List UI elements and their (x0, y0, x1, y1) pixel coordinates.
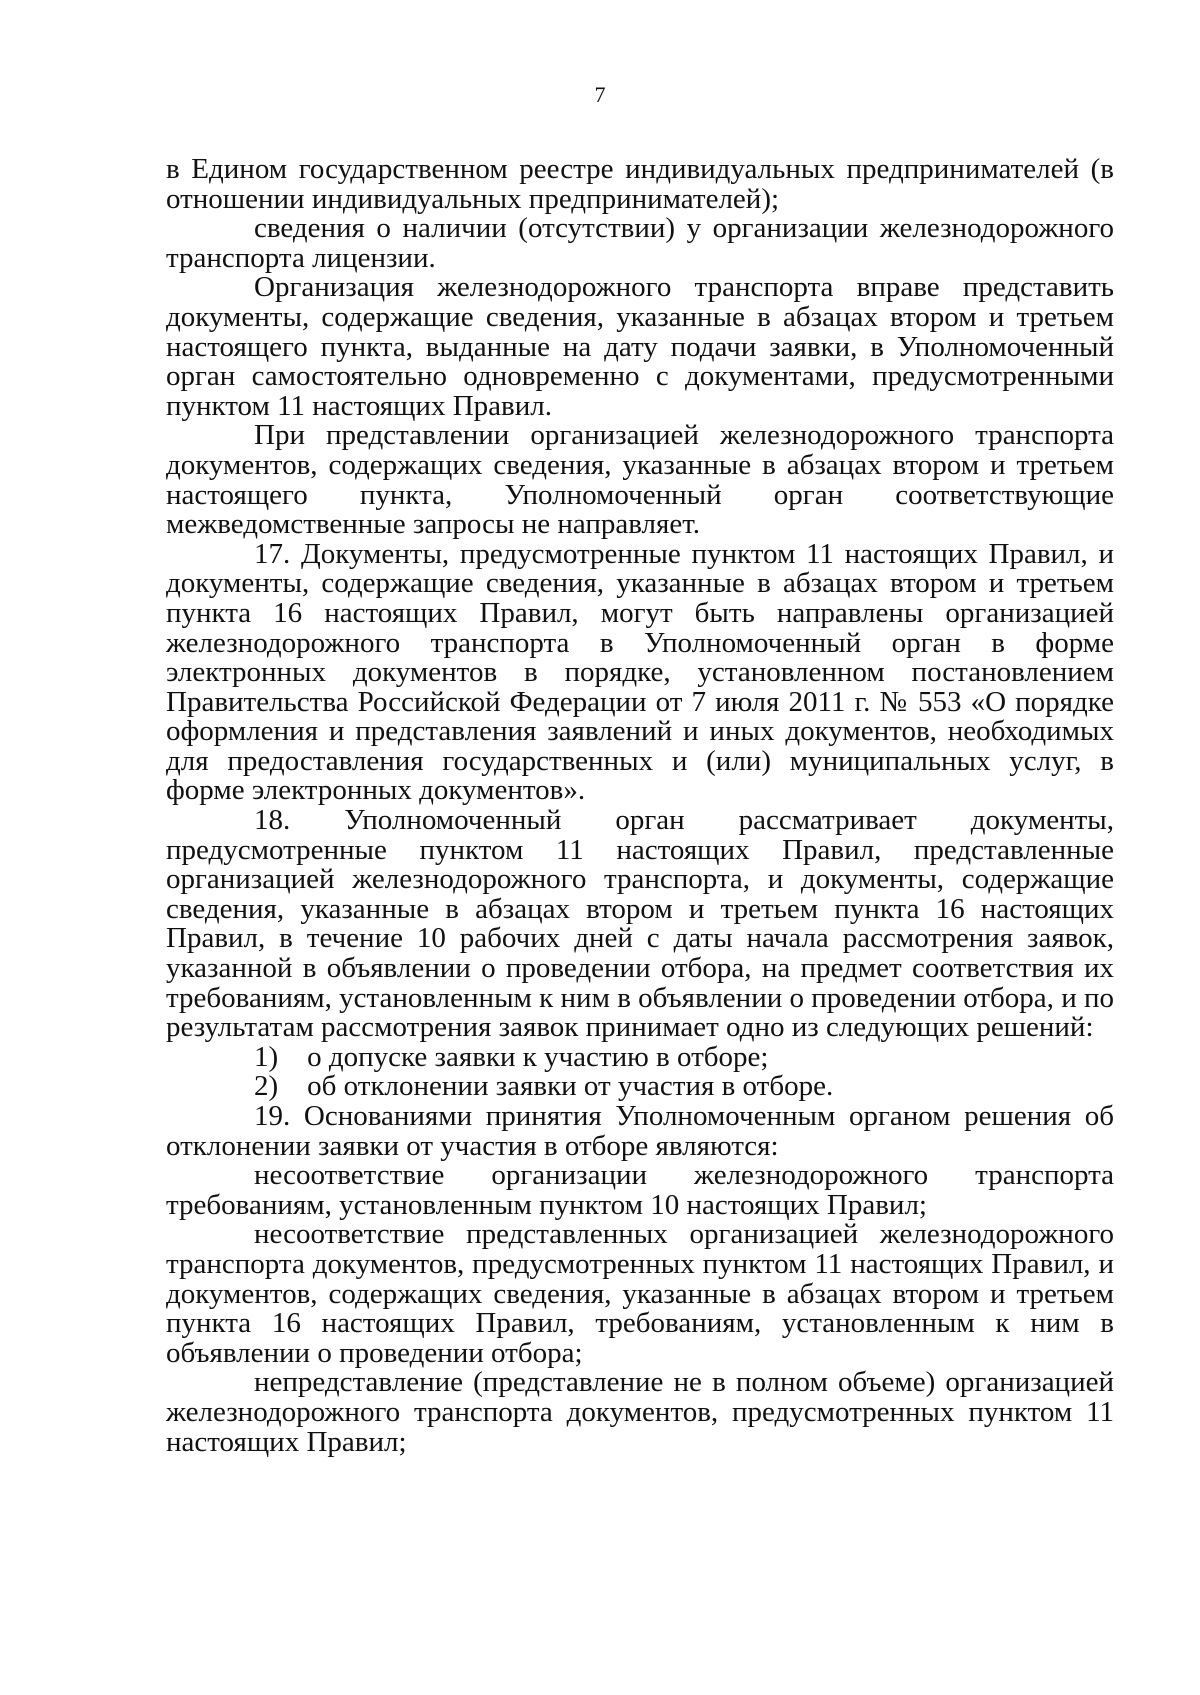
document-body (166, 155, 1114, 1457)
paragraph-license-info: сведения о наличии (отсутствии) у организации железнодорожного транспорта лицензии. (166, 212, 1114, 274)
list-item-admission: 1) о допуске заявки к участию в отборе; (254, 1040, 769, 1073)
paragraph-no-interagency-requests: При представлении организацией железнодорожного транспорта документов, содержащих сведения, указанные в абзацах втором и третьем настоящего пункта, Уполномоченный орган соответствующие межведомственные запросы не направляет. (166, 419, 1114, 541)
paragraph-item-18: 18. Уполномоченный орган рассматривает документы, предусмотренные пунктом 11 настоящих Правил, представленные организацией железнодорожного транспорта, и документы, содержащие сведения, указанные в абзацах втором и третьем пункта 16 настоящих Правил, в течение 10 рабочих дней с даты начала рассмотрения заявок, указанной в объявлении о проведении отбора, на предмет соответствия их требованиям, установленным к ним в объявлении о проведении отбора, и по результатам рассмотрения заявок принимает одно из следующих решений: (166, 804, 1114, 1044)
paragraph-ground-noncompliance: несоответствие организации железнодорожного транспорта требованиям, установленным пунктом 10 настоящих Правил; (166, 1159, 1114, 1221)
paragraph-item-17: 17. Документы, предусмотренные пунктом 11 настоящих Правил, и документы, содержащие сведения, указанные в абзацах втором и третьем пункта 16 настоящих Правил, могут быть направлены организацией железнодорожного транспорта в Уполномоченный орган в форме электронных документов в порядке, установленном постановлением Правительства Российской Федерации от 7 июля 2011 г. № 553 «О порядке оформления и представления заявлений и иных документов, необходимых для предоставления государственных и (или) муниципальных услуг, в форме электронных документов». (166, 537, 1114, 807)
paragraph-item-19: 19. Основаниями принятия Уполномоченным органом решения об отклонении заявки от участия в отборе являются: (166, 1100, 1114, 1162)
paragraph-ground-documents-noncompliance: несоответствие представленных организацией железнодорожного транспорта документов, предусмотренных пунктом 11 настоящих Правил, и документов, содержащих сведения, указанные в абзацах втором и третьем пункта 16 настоящих Правил, требованиям, установленным к ним в объявлении о проведении отбора; (166, 1218, 1114, 1369)
page-number: 7 (594, 82, 606, 107)
paragraph-organization-right: Организация железнодорожного транспорта вправе представить документы, содержащие сведения, указанные в абзацах втором и третьем настоящего пункта, выданные на дату подачи заявки, в Уполномоченный орган самостоятельно одновременно с документами, предусмотренными пунктом 11 настоящих Правил. (166, 271, 1114, 422)
list-item-rejection: 2) об отклонении заявки от участия в отборе. (254, 1070, 834, 1103)
paragraph-registry-continuation: в Едином государственном реестре индивидуальных предпринимателей (в отношении индивидуальных предпринимателей); (166, 153, 1114, 215)
paragraph-ground-nonsubmission: непредставление (представление не в полном объеме) организацией железнодорожного транспорта документов, предусмотренных пунктом 11 настоящих Правил; (166, 1366, 1114, 1458)
